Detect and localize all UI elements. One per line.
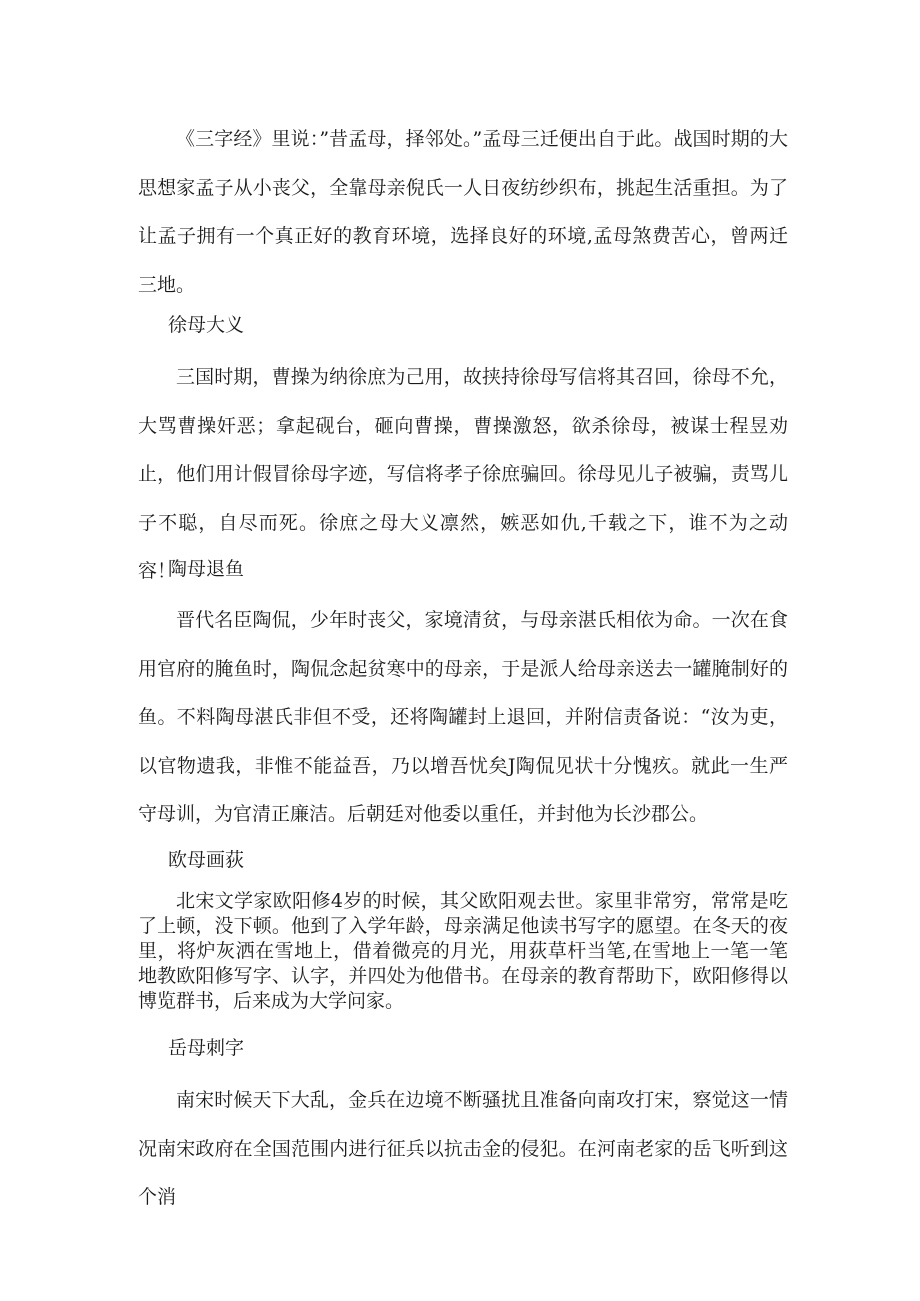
- paragraph-yue-mu-ci-zi: 南宋时候天下大乱，金兵在边境不断骚扰且准备向南攻打宋，察觉这一情况南宋政府在全国范围内进行征兵以抗击金的侵犯。在河南老家的岳飞听到这个消: [138, 1089, 788, 1208]
- paragraph-ou-mu-hua-di: 北宋文学家欧阳修4岁的时候，其父欧阳观去世。家里非常穷，常常是吃了上顿，没下顿。他到了入学年龄，母亲满足他读书写字的愿望。在冬天的夜里，将炉灰洒在雪地上，借着微亮的月光，用荻草杆当笔,在雪地上一笔一笔地教欧阳修写字、认字，并四处为他借书。在母亲的教育帮助下，欧阳修得以博览群书，后来成为大学问家。: [138, 890, 788, 1012]
- paragraph-mencius-mother: 《三字经》里说：”昔孟母，择邻处。”孟母三迁便出自于此。战国时期的大思想家孟子从小丧父，全靠母亲倪氏一人日夜纺纱织布，挑起生活重担。为了让孟子拥有一个真正好的教育环境，选择良好的环境,孟母煞费苦心，曾两迁三地。: [138, 128, 788, 296]
- paragraph-xu-mu-da-yi: 三国时期，曹操为纳徐庶为己用，故挟持徐母写信将其召回，徐母不允，大骂曹操奸恶；拿起砚台，砸向曹操，曹操激怒，欲杀徐母，被谋士程昱劝止，他们用计假冒徐母字迹，写信将孝子徐庶骗回。徐母见儿子被骗，责骂儿子不聪，自尽而死。徐庶之母大义凛然，嫉恶如仇,千载之下，谁不为之动容！: [138, 366, 788, 582]
- heading-tao-mu-tui-yu: 陶母退鱼: [168, 558, 245, 580]
- heading-xu-mu-da-yi: 徐母大义: [168, 314, 245, 336]
- heading-ou-mu-hua-di: 欧母画荻: [168, 849, 245, 871]
- heading-yue-mu-ci-zi: 岳母刺字: [168, 1037, 245, 1059]
- paragraph-tao-mu-tui-yu: 晋代名臣陶侃，少年时丧父，家境清贫，与母亲湛氏相依为命。一次在食用官府的腌鱼时，陶侃念起贫寒中的母亲，于是派人给母亲送去一罐腌制好的鱼。不料陶母湛氏非但不受，还将陶罐封上退回，并附信责备说：“汝为吏，以官物遗我，非惟不能益吾，乃以增吾忧矣J陶侃见状十分愧疚。就此一生严守母训，为官清正廉洁。后朝廷对他委以重任，并封他为长沙郡公。: [138, 609, 788, 825]
